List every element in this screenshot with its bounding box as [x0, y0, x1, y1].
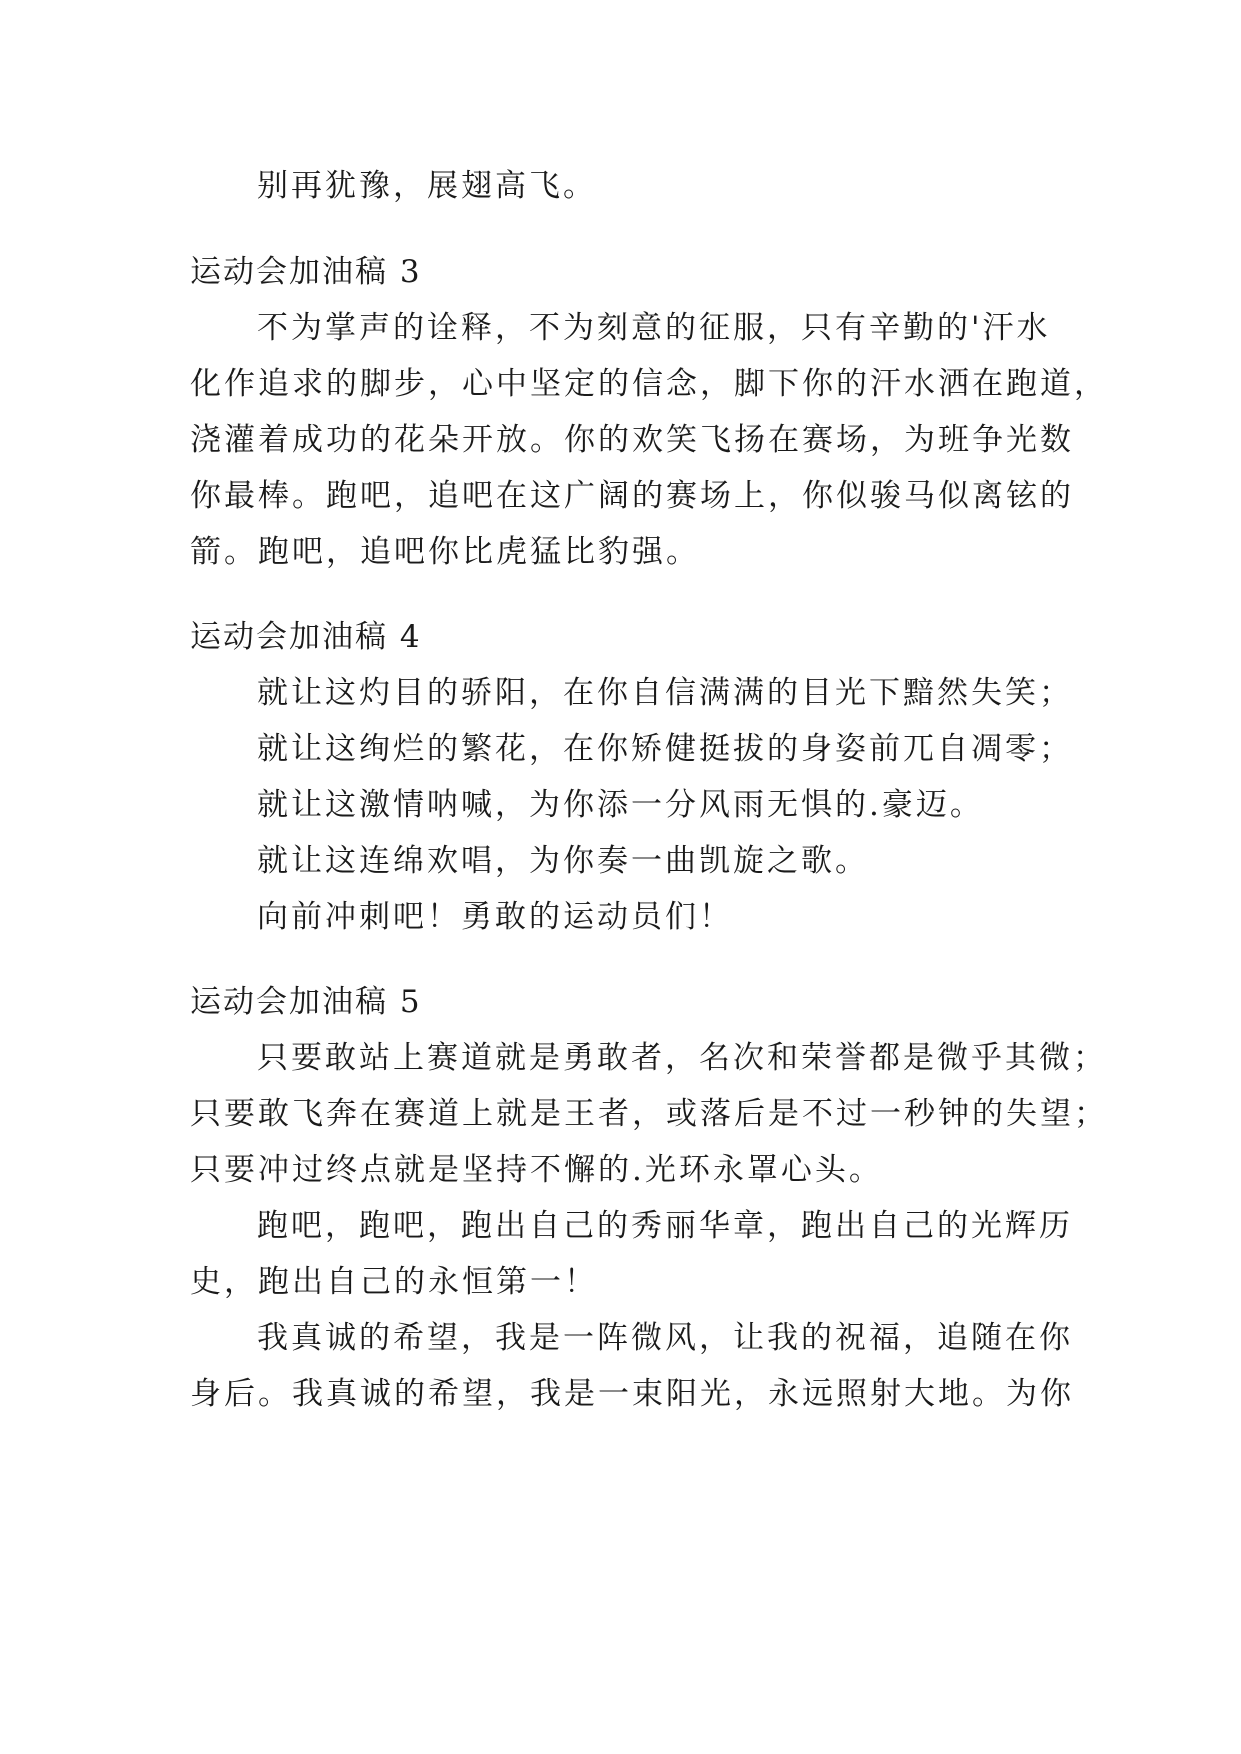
section-3-line-1: 不为掌声的诠释，不为刻意的征服，只有辛勤的'汗水 [257, 310, 1051, 346]
intro-tail-line: 别再犹豫，展翅高飞。 [257, 168, 597, 204]
section-3-heading: 运动会加油稿 3 [190, 254, 422, 290]
section-3-line-3: 浇灌着成功的花朵开放。你的欢笑飞扬在赛场，为班争光数 [190, 422, 1074, 458]
section-4-heading: 运动会加油稿 4 [190, 619, 422, 655]
section-4-line-2: 就让这绚烂的繁花，在你矫健挺拔的身姿前兀自凋零； [257, 731, 1073, 767]
section-3-line-4: 你最棒。跑吧，追吧在这广阔的赛场上，你似骏马似离铉的 [190, 478, 1074, 514]
section-4-line-5: 向前冲刺吧！勇敢的运动员们！ [257, 899, 733, 935]
section-5-line-2: 只要敢飞奔在赛道上就是王者，或落后是不过一秒钟的失望； [190, 1096, 1108, 1132]
section-5-line-7: 身后。我真诚的希望，我是一束阳光，永远照射大地。为你 [190, 1376, 1074, 1412]
section-5-line-3: 只要冲过终点就是坚持不懈的.光环永罩心头。 [190, 1152, 883, 1188]
section-5-heading: 运动会加油稿 5 [190, 984, 422, 1020]
section-3-line-2: 化作追求的脚步，心中坚定的信念，脚下你的汗水洒在跑道， [190, 366, 1108, 402]
section-3-line-5: 箭。跑吧，追吧你比虎猛比豹强。 [190, 534, 700, 570]
section-5-line-5: 史，跑出自己的永恒第一！ [190, 1264, 598, 1300]
section-4-line-1: 就让这灼目的骄阳，在你自信满满的目光下黯然失笑； [257, 675, 1073, 711]
section-5-line-4: 跑吧，跑吧，跑出自己的秀丽华章，跑出自己的光辉历 [257, 1208, 1073, 1244]
section-4-line-3: 就让这激情呐喊，为你添一分风雨无惧的.豪迈。 [257, 787, 984, 823]
section-5-line-1: 只要敢站上赛道就是勇敢者，名次和荣誉都是微乎其微； [257, 1040, 1107, 1076]
section-5-line-6: 我真诚的希望，我是一阵微风，让我的祝福，追随在你 [257, 1320, 1073, 1356]
section-4-line-4: 就让这连绵欢唱，为你奏一曲凯旋之歌。 [257, 843, 869, 879]
